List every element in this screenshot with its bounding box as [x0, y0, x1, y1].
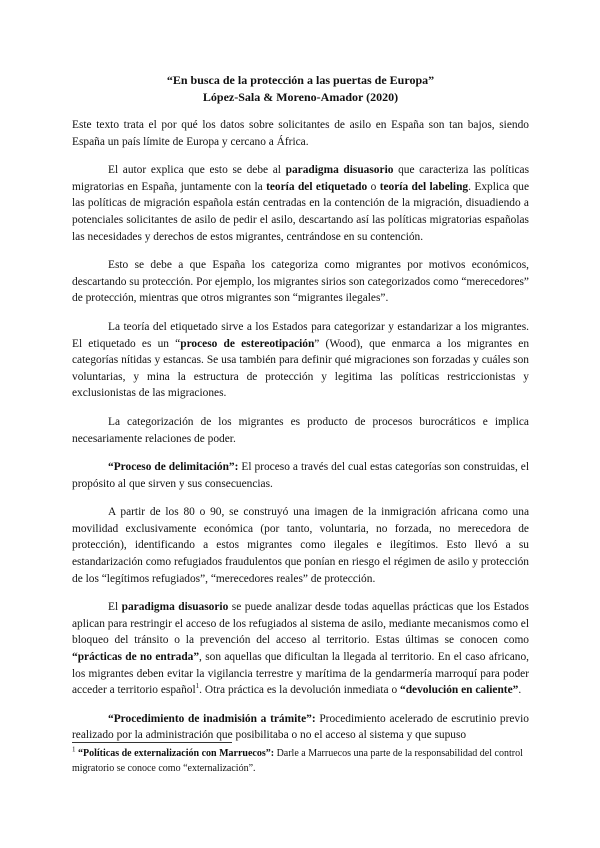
paragraph-text: que caracteriza las políticas migratorias en España, juntamente con la	[72, 164, 530, 193]
bold-term: proceso de estereotipación	[180, 337, 315, 350]
bold-term: “prácticas de no entrada”	[72, 651, 200, 664]
bold-term: teoría del etiquetado	[266, 180, 368, 193]
footnote-body: Darle a Marruecos una parte de la responsabilidad del control migratorio se conoce como “externalización”.	[72, 748, 523, 774]
bold-term: “Proceso de delimitación”:	[108, 461, 239, 474]
footnote-text	[72, 747, 529, 776]
paragraph-disuasorio	[72, 162, 529, 245]
paragraph-text: El proceso a través del cual estas categorías son construidas, el propósito al que sirven y sus consecuencias.	[72, 461, 530, 490]
paragraph-bureaucracy	[72, 414, 529, 447]
footnote-divider	[72, 742, 232, 743]
paragraph-history	[72, 504, 529, 587]
paragraph-text: ” (Wood), que enmarca a los migrantes en categorías nítidas y estancas. Se usa también para definir qué migraciones son forzadas y cuáles son voluntarias, y mina la estructura de protección y legitima las políticas restriccionistas y exclusionistas de las migraciones.	[72, 337, 530, 400]
paragraph-text: A partir de los 80 o 90, se construyó una imagen de la inmigración africana como una movilidad exclusivamente económica (por tanto, voluntaria, no forzada, no merecedora de protección), identificando a estos migrantes como ilegales e ilegítimos. Esto llevó a su estandarización como refugiados fraudulentos que ponían en riesgo el régimen de asilo y protección de los “legítimos refugiados”, “merecedores reales” de protección.	[72, 506, 529, 585]
paragraph-categorization	[72, 257, 529, 307]
paragraph-intro	[72, 117, 529, 150]
paragraph-labeling	[72, 319, 529, 402]
footnote-area	[72, 742, 529, 776]
title-line: “En busca de la protección a las puertas de Europa”	[166, 73, 435, 87]
paragraph-text: El autor explica que esto se debe al	[108, 164, 286, 177]
paragraph-text: Este texto trata el por qué los datos sobre solicitantes de asilo en España son tan bajos, siendo España un país límite de Europa y cercano a África.	[72, 119, 529, 148]
paragraph-text: Procedimiento acelerado de escrutinio previo realizado por la administración que posibilitaba o no el acceso al sistema y que supuso	[72, 712, 529, 742]
paragraph-text: . Explica que las políticas de migración española están centradas en la contención de la migración, disuadiendo a potenciales solicitantes de asilo de pedir el asilo, descartando así las políticas migratorias españolas las necesidades y derechos de estos migrantes, centrándose en su contención.	[72, 180, 530, 243]
footnote-reference[interactable]: 1	[195, 682, 200, 691]
paragraph-text: . Otra práctica es la devolución inmediata o	[199, 684, 400, 697]
paragraph-text: Esto se debe a que España los categoriza como migrantes por motivos económicos, descartando su protección. Por ejemplo, los migrantes sirios son categorizados como “merecedores” de protección, mientras que otros migrantes son “migrantes ilegales”.	[72, 259, 529, 305]
paragraph-text: se puede analizar desde todas aquellas prácticas que los Estados aplican para restringir el acceso de los refugiados al sistema de asilo, mediante mecanismos como el bloqueo del tránsito o la prevención del acceso al territorio. Estas últimas se conocen como	[72, 601, 529, 647]
paragraph-delimitation	[72, 459, 529, 492]
paragraph-text: .	[518, 684, 522, 697]
bold-term: paradigma disuasorio	[121, 601, 229, 614]
bold-term: “Procedimiento de inadmisión a trámite”:	[108, 712, 316, 725]
paragraph-inadmission	[72, 711, 529, 744]
paragraph-text: , son aquellas que dificultan la llegada al territorio. En el caso africano, los migrantes deben evitar la vigilancia terrestre y marítima de la gendarmería marroquí para poder acceder a territorio español	[72, 651, 529, 697]
paragraph-practices	[72, 599, 529, 699]
paragraph-text: o	[367, 180, 380, 193]
document-title	[72, 72, 529, 106]
bold-term: “devolución en caliente”	[400, 684, 519, 697]
bold-term: teoría del labeling	[379, 180, 469, 193]
document-body	[72, 72, 529, 756]
paragraph-text: La teoría del etiquetado sirve a los Estados para categorizar y estandarizar a los migrantes. El etiquetado es un “	[72, 320, 529, 350]
paragraph-text: El	[108, 601, 122, 614]
authors-line: López-Sala & Moreno-Amador (2020)	[202, 90, 399, 104]
bold-term: paradigma disuasorio	[285, 164, 394, 177]
paragraph-text: La categorización de los migrantes es producto de procesos burocráticos e implica necesariamente relaciones de poder.	[72, 415, 529, 445]
footnote-label: “Políticas de externalización con Marruecos”:	[78, 748, 275, 759]
footnote-marker: 1	[72, 745, 76, 754]
